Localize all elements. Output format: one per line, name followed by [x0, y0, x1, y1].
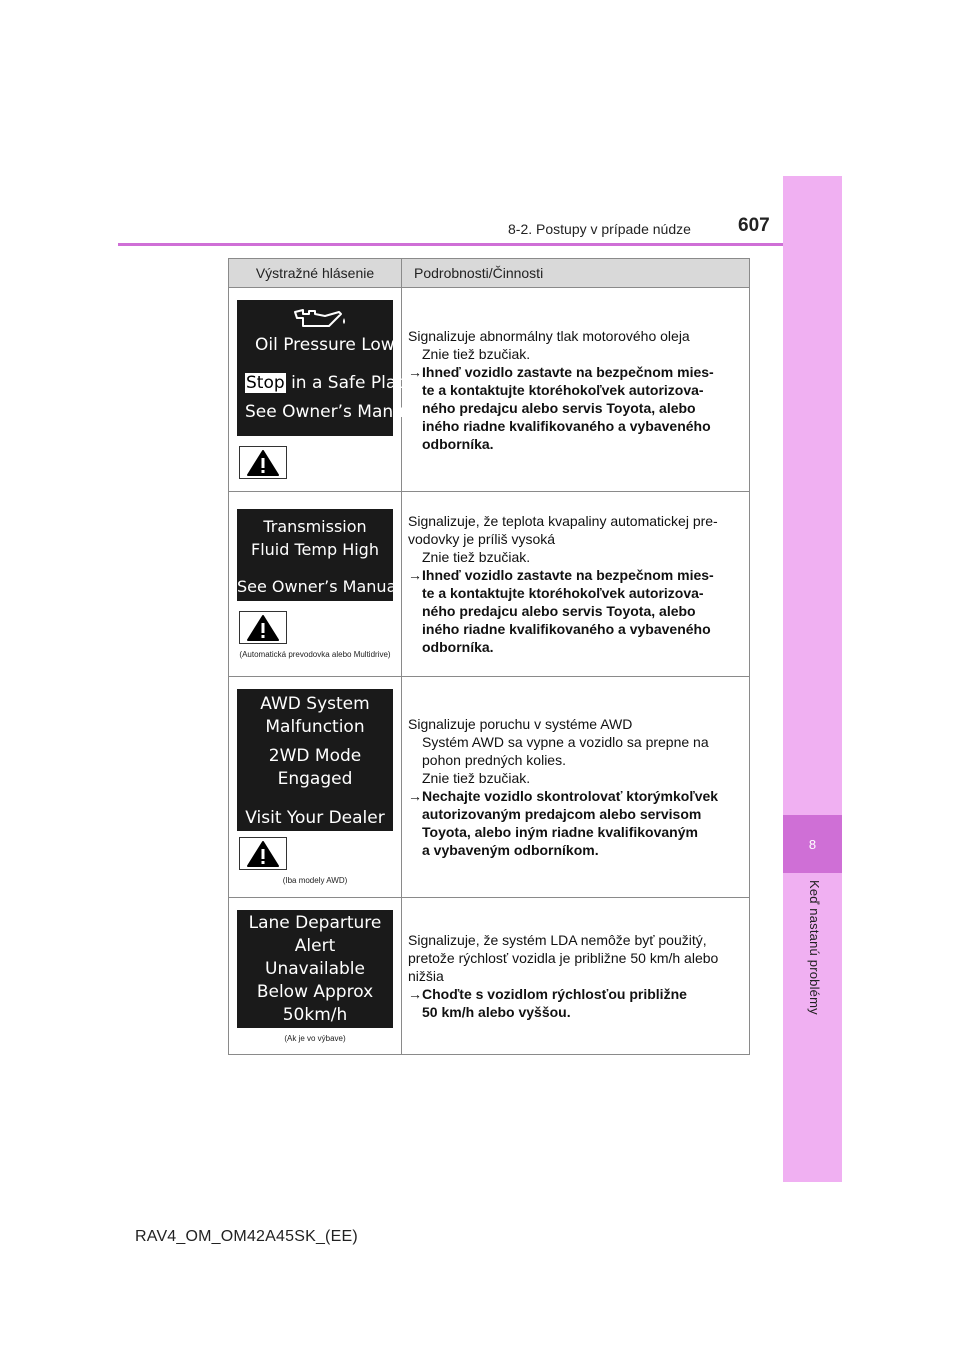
- document-id: RAV4_OM_OM42A45SK_(EE): [135, 1228, 358, 1245]
- warning-triangle-icon-box: [239, 446, 287, 479]
- screen-line-text: in a Safe Place: [291, 373, 417, 393]
- message-icon-cell: [229, 492, 402, 677]
- action-line: Toyota, alebo iným riadne kvalifikovaným: [422, 824, 698, 840]
- screen-line: AWD System: [260, 694, 370, 714]
- chapter-title: Keď nastanú problémy: [807, 880, 822, 1015]
- column-header-details: Podrobnosti/Činnosti: [402, 259, 750, 288]
- screen-line: [245, 372, 417, 395]
- action-line: ného predajcu alebo servis Toyota, alebo: [422, 399, 696, 416]
- warning-triangle-icon: [246, 449, 280, 477]
- description-sub: Znie tiež bzučiak.: [422, 770, 531, 786]
- action-line: [408, 787, 743, 805]
- screen-line: 50km/h: [282, 1004, 348, 1025]
- description-sub: Znie tiež bzučiak.: [422, 345, 531, 362]
- table-row: [229, 492, 750, 677]
- screen-line: Transmission: [263, 517, 367, 536]
- message-icon-cell: [229, 677, 402, 898]
- chapter-side-strip: [783, 176, 842, 1182]
- screen-line: Engaged: [277, 769, 353, 789]
- action-line: [408, 985, 743, 1003]
- action-line: [408, 363, 743, 381]
- arrow-right-icon: →: [408, 363, 422, 380]
- description: vodovky je príliš vysoká: [408, 531, 556, 547]
- warning-triangle-icon: [246, 614, 280, 642]
- model-note: (Iba modely AWD): [282, 876, 348, 885]
- action-line: [408, 566, 743, 584]
- warning-message-table: [228, 258, 750, 1055]
- chapter-number-tab: [783, 815, 842, 873]
- action-line: iného riadne kvalifikovaného a vybaveného: [422, 621, 711, 637]
- description: Signalizuje abnormálny tlak motorového oleja: [408, 327, 690, 344]
- table-row: [229, 288, 750, 492]
- description: Signalizuje, že teplota kvapaliny automatickej pre-: [408, 513, 718, 529]
- screen-line: Unavailable: [265, 958, 365, 979]
- warning-triangle-icon: [246, 840, 280, 868]
- message-details-cell: [402, 492, 750, 677]
- chapter-number: 8: [808, 836, 817, 852]
- arrow-right-icon: →: [408, 986, 422, 1002]
- screen-line: See Owner’s Manual: [237, 577, 401, 596]
- description: Signalizuje poruchu v systéme AWD: [408, 716, 633, 732]
- table-header-row: [229, 259, 750, 288]
- action-line: te a kontaktujte ktoréhokoľvek autorizova-: [422, 381, 704, 398]
- message-details-cell: [402, 288, 750, 492]
- action-line: ného predajcu alebo servis Toyota, alebo: [422, 603, 696, 619]
- display-screen-transmission: [237, 509, 401, 601]
- arrow-right-icon: →: [408, 567, 422, 583]
- action-text: Ihneď vozidlo zastavte na bezpečnom mies-: [422, 363, 714, 380]
- action-line: a vybaveným odborníkom.: [422, 842, 599, 858]
- screen-line: Alert: [294, 935, 336, 956]
- message-details-cell: [402, 898, 750, 1055]
- header-rule: [118, 243, 783, 246]
- screen-line: Oil Pressure Low: [255, 335, 395, 355]
- display-screen-awd: [237, 689, 393, 831]
- screen-line: Lane Departure: [248, 912, 382, 933]
- screen-line: Fluid Temp High: [251, 540, 379, 559]
- model-note: (Automatická prevodovka alebo Multidrive): [239, 650, 391, 659]
- section-title: 8-2. Postupy v prípade núdze: [508, 221, 691, 237]
- screen-line: See Owner’s Manual: [245, 402, 420, 422]
- stop-highlight: Stop: [246, 373, 285, 393]
- column-header-message: Výstražné hlásenie: [229, 259, 402, 288]
- description-sub: pohon predných kolies.: [422, 752, 566, 768]
- table-row: [229, 677, 750, 898]
- message-details-cell: [402, 677, 750, 898]
- screen-line: 2WD Mode: [268, 746, 362, 766]
- description-sub: Znie tiež bzučiak.: [422, 549, 531, 565]
- description: Signalizuje, že systém LDA nemôže byť použitý,: [408, 932, 707, 948]
- description-sub: Systém AWD sa vypne a vozidlo sa prepne na: [422, 734, 709, 750]
- oil-can-icon: [245, 306, 393, 332]
- screen-line: Below Approx: [256, 981, 374, 1002]
- description: nižšia: [408, 968, 444, 984]
- display-screen-lda: [237, 910, 393, 1028]
- action-line: te a kontaktujte ktoréhokoľvek autorizova-: [422, 585, 704, 601]
- action-line: 50 km/h alebo vyššou.: [422, 1004, 571, 1020]
- action-line: autorizovaným predajcom alebo servisom: [422, 806, 702, 822]
- message-icon-cell: [229, 288, 420, 492]
- warning-triangle-icon-box: [239, 837, 287, 870]
- message-icon-cell: [229, 898, 402, 1055]
- warning-triangle-icon-box: [239, 611, 287, 644]
- model-note: (Ak je vo výbave): [284, 1033, 346, 1043]
- action-text: Ihneď vozidlo zastavte na bezpečnom mies-: [422, 567, 714, 583]
- action-line: odborníka.: [422, 435, 494, 452]
- description: pretože rýchlosť vozidla je približne 50 km/h alebo: [408, 950, 719, 966]
- screen-line: Visit Your Dealer: [245, 808, 385, 828]
- display-screen-oil-pressure: [237, 300, 420, 436]
- action-text: Choďte s vozidlom rýchlosťou približne: [422, 986, 687, 1002]
- action-text: Nechajte vozidlo skontrolovať ktorýmkoľvek: [422, 788, 719, 804]
- page-number: 607: [738, 215, 770, 236]
- screen-line: Malfunction: [265, 717, 365, 737]
- action-line: iného riadne kvalifikovaného a vybaveného: [422, 417, 711, 434]
- table-row: [229, 898, 750, 1055]
- arrow-right-icon: →: [408, 788, 422, 804]
- action-line: odborníka.: [422, 639, 494, 655]
